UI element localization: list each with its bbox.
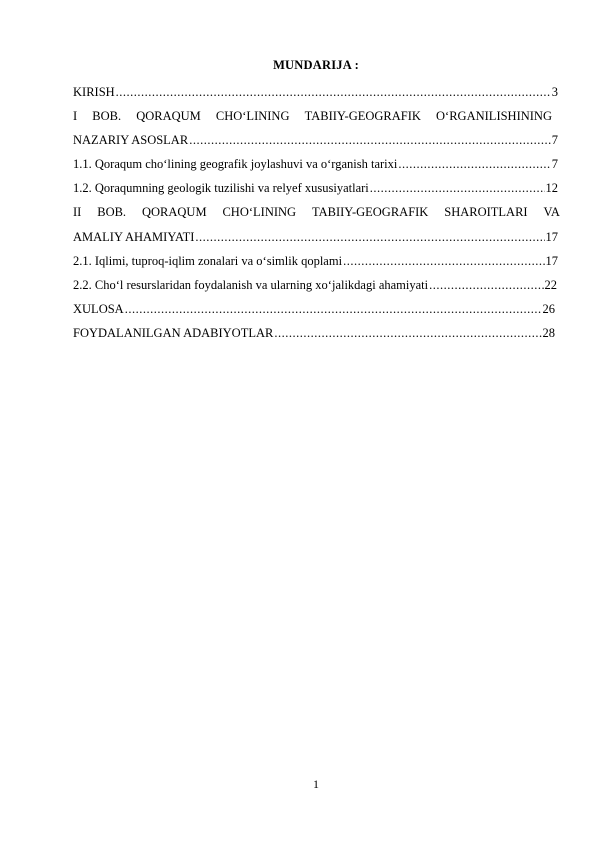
page-title: MUNDARIJA : [273, 58, 359, 72]
toc-entry-label: KIRISH [73, 85, 115, 99]
toc-chapter-heading-1[interactable] [73, 104, 558, 128]
dot-leader [370, 176, 545, 200]
toc-entry-label: 1.2. Qoraqumning geologik tuzilishi va relyef xususiyatlari [73, 181, 369, 196]
toc-page-number: 28 [542, 325, 555, 340]
table-of-contents [73, 80, 558, 345]
toc-entry-label: XULOSA [73, 301, 124, 316]
toc-entry-1-2[interactable] [73, 176, 558, 200]
toc-page-number: 7 [551, 133, 558, 148]
toc-entry-2-1[interactable] [73, 249, 558, 273]
dot-leader [125, 297, 542, 321]
toc-chapter-heading-2[interactable] [73, 200, 560, 224]
toc-page-number: 7 [551, 157, 558, 172]
toc-entry-label: FOYDALANILGAN ADABIYOTLAR [73, 325, 274, 340]
dot-leader [195, 225, 544, 249]
heading-word: VA [543, 205, 560, 220]
dot-leader [189, 128, 551, 152]
toc-page-number: 26 [542, 301, 555, 316]
dot-leader [343, 249, 544, 273]
heading-word: II [73, 205, 82, 220]
toc-entry-nazariy-asoslar[interactable] [73, 128, 558, 152]
toc-entry-label: 2.2. Cho‘l resurslaridan foydalanish va ularning xo‘jalikdagi ahamiyati [73, 277, 429, 292]
heading-word: CHO‘LINING [215, 109, 290, 124]
heading-word: QORAQUM [141, 205, 207, 220]
dot-leader [274, 321, 541, 345]
heading-word: BOB. [92, 109, 122, 124]
heading-word: O‘RGANILISHINING [436, 109, 552, 124]
toc-entry-label: 1.1. Qoraqum cho‘lining geografik joylashuvi va o‘rganish tarixi [73, 157, 398, 172]
dot-leader [398, 152, 550, 176]
toc-entry-xulosa[interactable] [73, 297, 555, 321]
heading-word: QORAQUM [136, 109, 201, 124]
toc-entry-kirish[interactable] [73, 80, 558, 104]
toc-page-number: 17 [545, 253, 558, 268]
toc-page-number: 12 [545, 181, 558, 196]
toc-page-number: 22 [544, 277, 557, 292]
toc-entry-label: AMALIY AHAMIYATI [73, 229, 195, 244]
dot-leader [429, 273, 543, 297]
toc-entry-label: 2.1. Iqlimi, tuproq-iqlim zonalari va o‘simlik qoplami [73, 253, 343, 268]
toc-entry-2-2[interactable] [73, 273, 557, 297]
toc-entry-label: NAZARIY ASOSLAR [73, 133, 189, 148]
dot-leader [116, 80, 551, 104]
heading-word: I [73, 109, 78, 124]
page-number: 1 [313, 777, 319, 791]
heading-word: BOB. [97, 205, 127, 220]
toc-entry-1-1[interactable] [73, 152, 558, 176]
toc-page-number: 17 [545, 229, 558, 244]
heading-word: TABIIY-GEOGRAFIK [304, 109, 421, 124]
heading-word: CHO‘LINING [222, 205, 297, 220]
toc-entry-foydalanilgan-adabiyotlar[interactable] [73, 321, 555, 345]
heading-word: TABIIY-GEOGRAFIK [311, 205, 429, 220]
heading-word: SHAROITLARI [444, 205, 528, 220]
toc-page-number: 3 [551, 85, 558, 99]
toc-entry-amaliy-ahamiyati[interactable] [73, 225, 558, 249]
